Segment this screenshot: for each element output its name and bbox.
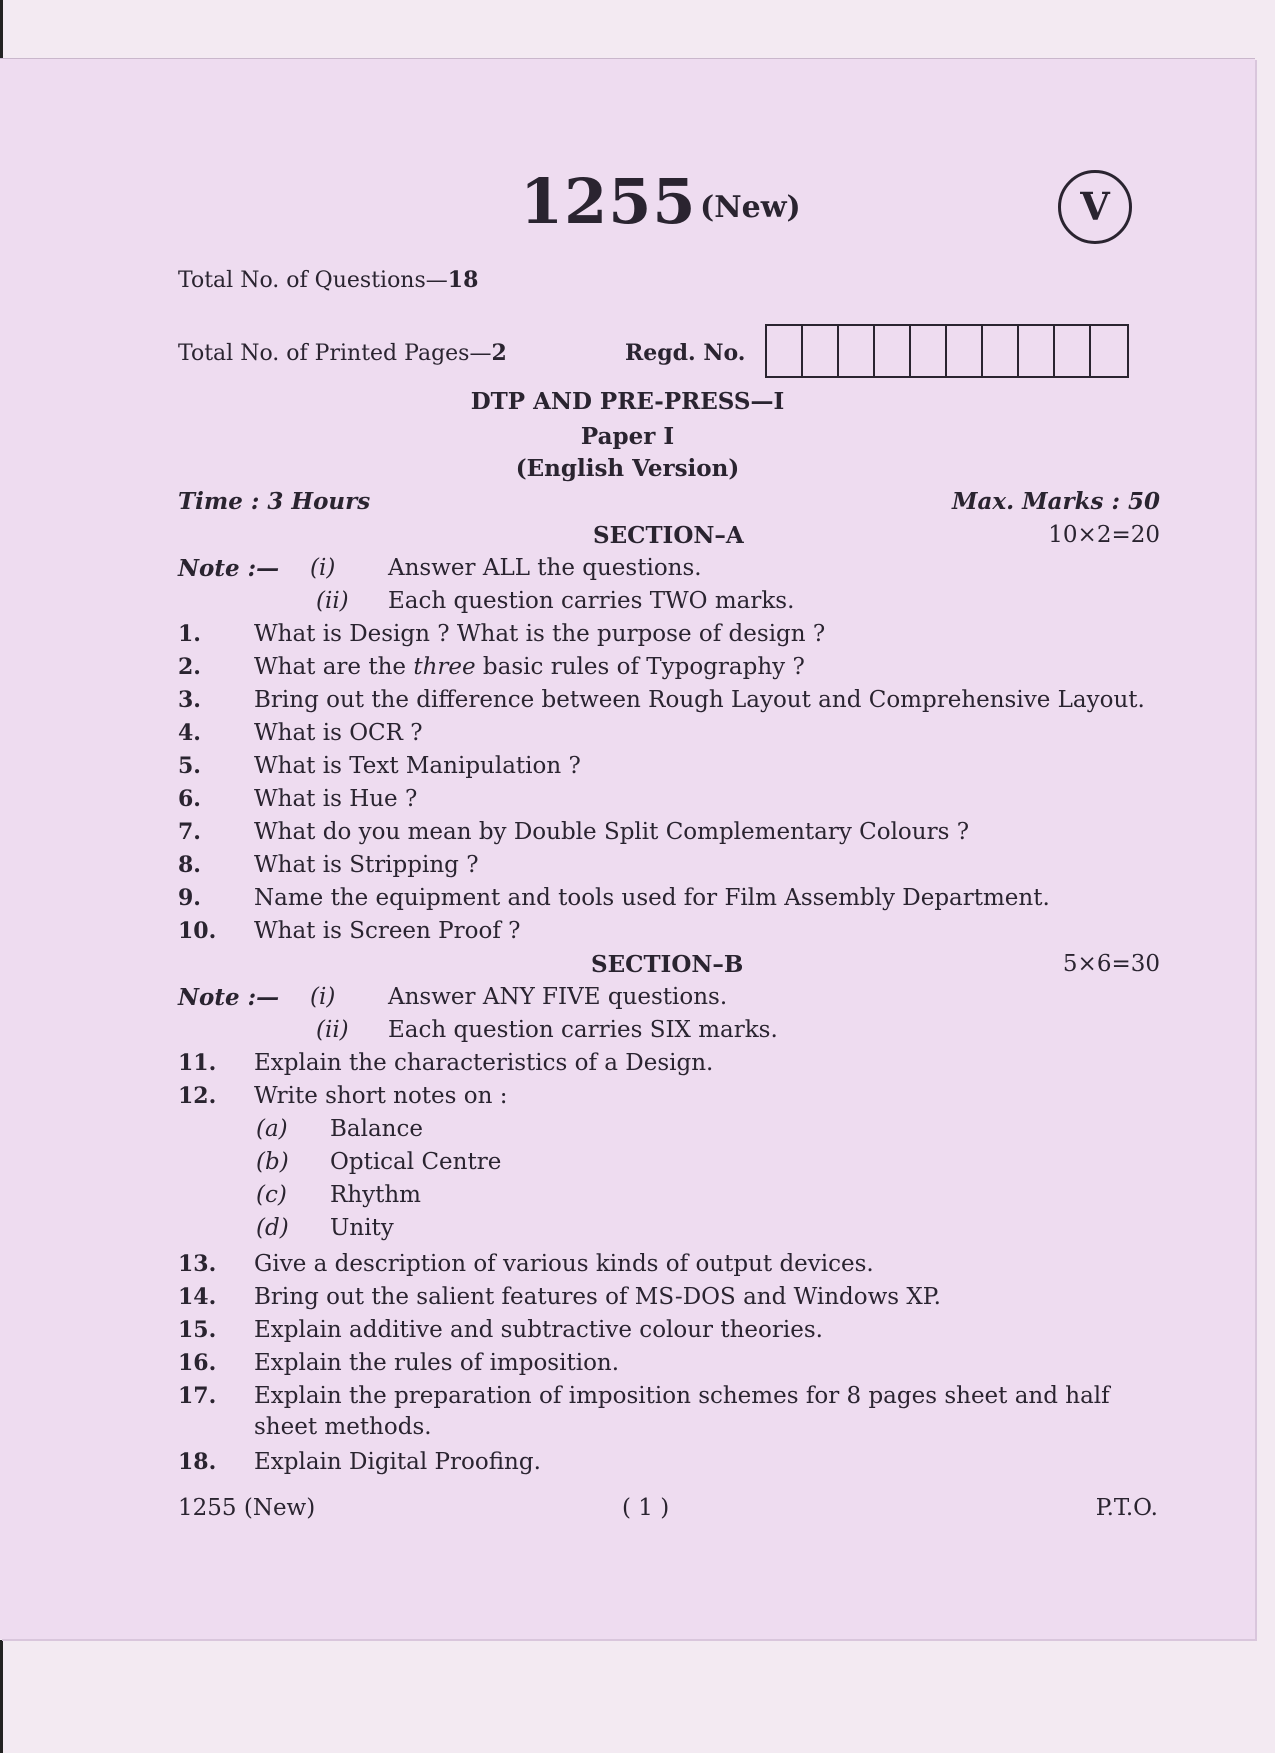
question-number: 9. xyxy=(178,885,201,911)
note-index: (i) xyxy=(310,984,336,1010)
note-index: (ii) xyxy=(316,588,349,614)
question-text: What is Hue ? xyxy=(254,786,418,812)
section-b-note-label: Note :— xyxy=(178,984,280,1011)
subpart-label: (c) xyxy=(256,1182,287,1208)
regd-box[interactable] xyxy=(767,326,803,376)
max-marks: Max. Marks : 50 xyxy=(952,488,1160,515)
note-text: Answer ANY FIVE questions. xyxy=(388,984,728,1010)
section-a-note-label: Note :— xyxy=(178,555,280,582)
regd-box[interactable] xyxy=(947,326,983,376)
question-number: 7. xyxy=(178,819,201,845)
question-number: 1. xyxy=(178,621,201,647)
subpart-text: Unity xyxy=(330,1215,394,1241)
question-text: What do you mean by Double Split Complementary Colours ? xyxy=(254,819,970,845)
question-number: 4. xyxy=(178,720,201,746)
paper-title: Paper I xyxy=(580,423,675,450)
subpart-label: (d) xyxy=(256,1215,289,1241)
question-number: 18. xyxy=(178,1449,217,1475)
question-text: What is Stripping ? xyxy=(254,852,479,878)
section-a-marks: 10×2=20 xyxy=(1048,522,1160,548)
question-number: 3. xyxy=(178,687,201,713)
subpart-text: Balance xyxy=(330,1116,423,1142)
question-text: What is Screen Proof ? xyxy=(254,918,521,944)
question-number: 8. xyxy=(178,852,201,878)
question-number: 2. xyxy=(178,654,201,680)
question-number: 15. xyxy=(178,1317,217,1343)
regd-box[interactable] xyxy=(911,326,947,376)
regd-box[interactable] xyxy=(1055,326,1091,376)
question-number: 6. xyxy=(178,786,201,812)
regd-box[interactable] xyxy=(803,326,839,376)
total-pages: Total No. of Printed Pages—2 xyxy=(178,340,507,366)
question-text: Give a description of various kinds of output devices. xyxy=(254,1251,874,1277)
question-number: 13. xyxy=(178,1251,217,1277)
subpart-label: (b) xyxy=(256,1149,289,1175)
question-text: Explain the characteristics of a Design. xyxy=(254,1050,714,1076)
question-text: Explain additive and subtractive colour theories. xyxy=(254,1317,823,1343)
paper-code-suffix: (New) xyxy=(700,190,801,225)
question-number: 10. xyxy=(178,918,217,944)
note-index: (i) xyxy=(310,555,336,581)
note-text: Each question carries SIX marks. xyxy=(388,1017,778,1043)
total-questions: Total No. of Questions—18 xyxy=(178,267,479,293)
regd-number-boxes[interactable] xyxy=(765,324,1129,378)
question-text: Bring out the difference between Rough Layout and Comprehensive Layout. xyxy=(254,687,1145,713)
question-text: What is Text Manipulation ? xyxy=(254,753,581,779)
question-number: 17. xyxy=(178,1383,217,1409)
question-number: 16. xyxy=(178,1350,217,1376)
pto-label: P.T.O. xyxy=(1095,1495,1158,1521)
subject-title: DTP AND PRE-PRESS—I xyxy=(470,388,785,415)
question-text: Bring out the salient features of MS-DOS and Windows XP. xyxy=(254,1284,941,1310)
scan-edge-mark xyxy=(0,0,3,60)
question-text-continued: sheet methods. xyxy=(254,1414,432,1440)
question-text: What is Design ? What is the purpose of design ? xyxy=(254,621,826,647)
version-title: (English Version) xyxy=(515,455,740,482)
subpart-text: Rhythm xyxy=(330,1182,421,1208)
question-text: Explain the rules of imposition. xyxy=(254,1350,620,1376)
question-number: 12. xyxy=(178,1083,217,1109)
question-text: Name the equipment and tools used for Film Assembly Department. xyxy=(254,885,1050,911)
section-b-title: SECTION–B xyxy=(591,951,744,978)
regd-box[interactable] xyxy=(1019,326,1055,376)
footer-code: 1255 (New) xyxy=(178,1495,316,1521)
regd-box[interactable] xyxy=(839,326,875,376)
section-a-title: SECTION–A xyxy=(593,522,744,549)
question-text: Explain Digital Proofing. xyxy=(254,1449,541,1475)
note-text: Each question carries TWO marks. xyxy=(388,588,795,614)
question-text: What is OCR ? xyxy=(254,720,423,746)
section-b-marks: 5×6=30 xyxy=(1062,951,1160,977)
question-number: 11. xyxy=(178,1050,217,1076)
question-number: 5. xyxy=(178,753,201,779)
paper-code: 1255 xyxy=(520,165,697,238)
regd-label: Regd. No. xyxy=(625,340,746,366)
question-text: Write short notes on : xyxy=(254,1083,508,1109)
page-number: ( 1 ) xyxy=(622,1495,670,1521)
note-text: Answer ALL the questions. xyxy=(388,555,702,581)
scan-edge-mark xyxy=(0,1640,3,1753)
question-number: 14. xyxy=(178,1284,217,1310)
regd-box[interactable] xyxy=(983,326,1019,376)
note-index: (ii) xyxy=(316,1017,349,1043)
version-badge: V xyxy=(1058,170,1132,244)
regd-box[interactable] xyxy=(1091,326,1127,376)
subpart-label: (a) xyxy=(256,1116,288,1142)
regd-box[interactable] xyxy=(875,326,911,376)
subpart-text: Optical Centre xyxy=(330,1149,502,1175)
question-text: Explain the preparation of imposition schemes for 8 pages sheet and half xyxy=(254,1383,1110,1409)
question-text: What are the three basic rules of Typography ? xyxy=(254,654,805,680)
time-label: Time : 3 Hours xyxy=(178,488,371,515)
